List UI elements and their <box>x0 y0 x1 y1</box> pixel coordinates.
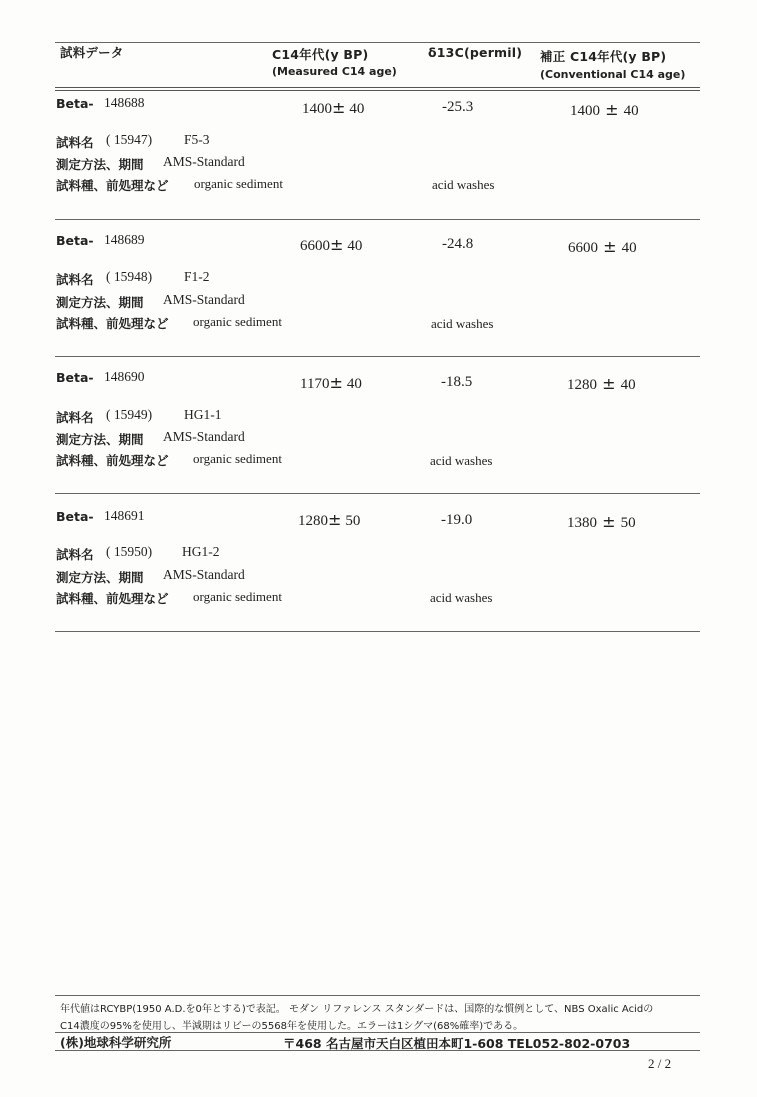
beta-number: 148691 <box>104 508 145 523</box>
sample-name-paren: ( 15949) <box>106 407 153 422</box>
footer-note-line2: C14濃度の95%を使用し、半減期はリビーの5568年を使用した。エラーは1シグマ(68%確率)である。 <box>60 1021 524 1032</box>
sample-name-label: 試料名 <box>56 547 94 562</box>
footer-bottom-rule <box>55 1050 700 1051</box>
delta13c-value: -25.3 <box>442 99 474 115</box>
header-delta13c: δ13C(permil) <box>428 45 523 60</box>
header-top-rule <box>55 42 700 43</box>
delta13c-value: -18.5 <box>441 374 473 390</box>
measured-age: 6600± 40 <box>300 235 363 254</box>
method-value: AMS-Standard <box>163 292 245 307</box>
delta13c-value: -24.8 <box>442 236 474 252</box>
sample-name-code: F1-2 <box>184 269 210 284</box>
type-label: 試料種、前処理など <box>56 591 169 606</box>
method-label: 測定方法、期間 <box>56 432 144 447</box>
header-conv-age-en: (Conventional C14 age) <box>540 68 686 81</box>
sample-separator <box>55 356 700 357</box>
measured-age: 1400± 40 <box>302 98 365 117</box>
pretreatment-value: acid washes <box>432 177 495 192</box>
method-label: 測定方法、期間 <box>56 570 144 585</box>
conventional-age: 1380 ± 50 <box>567 512 636 531</box>
sample-name-code: HG1-1 <box>184 407 222 422</box>
header-c14-age-en: (Measured C14 age) <box>272 65 397 78</box>
pretreatment-value: acid washes <box>431 316 494 331</box>
footer-top-rule <box>55 995 700 996</box>
sample-separator <box>55 631 700 632</box>
type-label: 試料種、前処理など <box>56 316 169 331</box>
sample-name-label: 試料名 <box>56 272 94 287</box>
pretreatment-value: acid washes <box>430 453 493 468</box>
header-bottom-rule <box>55 87 700 91</box>
page-number: 2 / 2 <box>648 1056 672 1071</box>
beta-label: Beta- <box>56 509 94 524</box>
beta-label: Beta- <box>56 233 94 248</box>
method-label: 測定方法、期間 <box>56 295 144 310</box>
measured-age: 1170± 40 <box>300 373 362 392</box>
method-label: 測定方法、期間 <box>56 157 144 172</box>
type-value: organic sediment <box>193 451 282 466</box>
beta-number: 148690 <box>104 369 145 384</box>
header-conv-age: 補正 C14年代(y BP) <box>540 49 667 64</box>
conventional-age: 6600 ± 40 <box>568 237 637 256</box>
type-label: 試料種、前処理など <box>56 178 169 193</box>
pretreatment-value: acid washes <box>430 590 493 605</box>
header-sample-data: 試料データ <box>60 45 124 60</box>
delta13c-value: -19.0 <box>441 512 473 528</box>
sample-separator <box>55 219 700 220</box>
conventional-age: 1280 ± 40 <box>567 374 636 393</box>
beta-label: Beta- <box>56 96 94 111</box>
type-value: organic sediment <box>194 176 283 191</box>
company-name: (株)地球科学研究所 <box>60 1035 172 1050</box>
sample-separator <box>55 493 700 494</box>
type-label: 試料種、前処理など <box>56 453 169 468</box>
beta-number: 148689 <box>104 232 145 247</box>
measured-age: 1280± 50 <box>298 510 361 529</box>
method-value: AMS-Standard <box>163 567 245 582</box>
sample-name-code: F5-3 <box>184 132 210 147</box>
header-c14-age: C14年代(y BP) <box>272 47 369 62</box>
sample-name-paren: ( 15947) <box>106 132 153 147</box>
method-value: AMS-Standard <box>163 429 245 444</box>
footer-note-line1: 年代値はRCYBP(1950 A.D.を0年とする)で表記。 モダン リファレンス スタンダードは、国際的な慣例として、NBS Oxalic Acidの <box>60 1004 654 1015</box>
beta-number: 148688 <box>104 95 145 110</box>
company-address: 〒468 名古屋市天白区植田本町1-608 TEL052-802-0703 <box>283 1036 631 1051</box>
sample-name-paren: ( 15948) <box>106 269 153 284</box>
sample-name-label: 試料名 <box>56 410 94 425</box>
type-value: organic sediment <box>193 314 282 329</box>
sample-name-code: HG1-2 <box>182 544 220 559</box>
conventional-age: 1400 ± 40 <box>570 100 639 119</box>
sample-name-label: 試料名 <box>56 135 94 150</box>
beta-label: Beta- <box>56 370 94 385</box>
type-value: organic sediment <box>193 589 282 604</box>
sample-name-paren: ( 15950) <box>106 544 153 559</box>
method-value: AMS-Standard <box>163 154 245 169</box>
